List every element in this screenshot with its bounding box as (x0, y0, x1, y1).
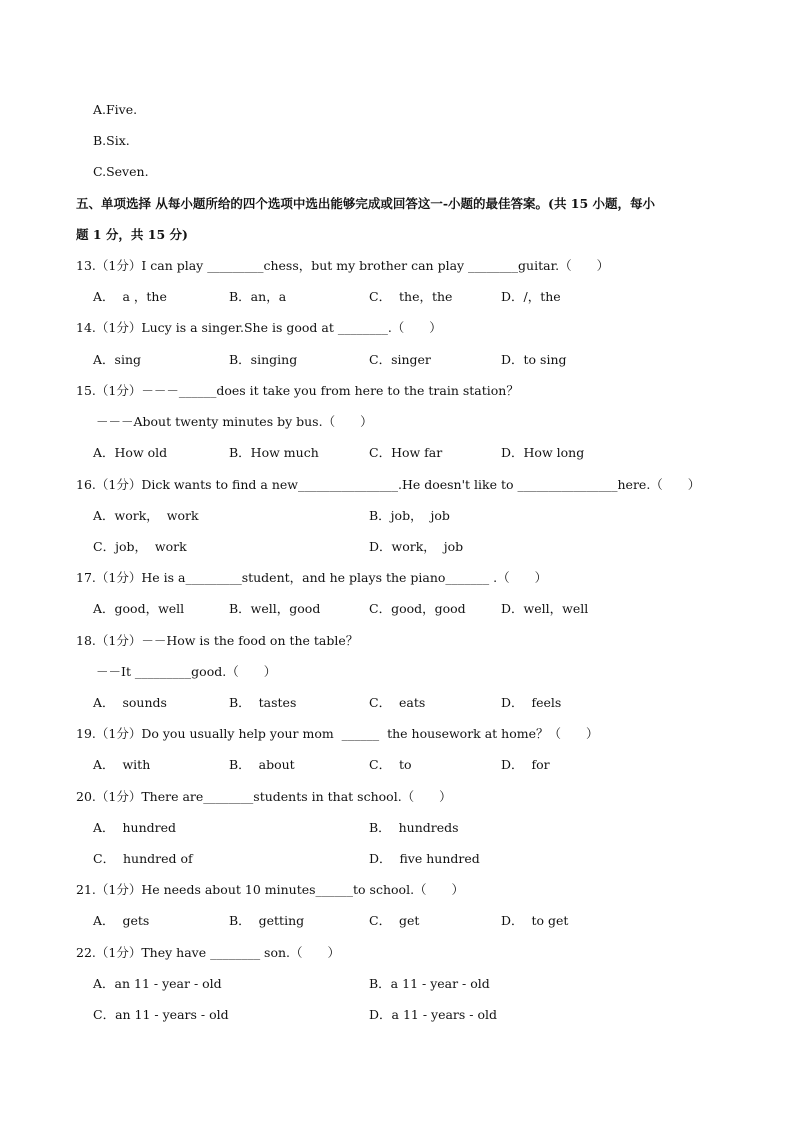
question-15-stem: 15.（1分）－－－______does it take you from here to the train station？ (76, 383, 519, 398)
prev-option-c: C.Seven. (93, 164, 149, 179)
q18-option-d: D． feels (501, 695, 562, 710)
q15-option-d: D．How long (501, 445, 585, 460)
question-18-stem: 18.（1分）－－How is the food on the table？ (76, 633, 359, 648)
q21-option-c: C． get (369, 913, 420, 928)
prev-option-b: B.Six. (93, 133, 130, 148)
q13-option-d: D．/，the (501, 289, 561, 304)
q22-option-a: A．an 11 - year - old (93, 976, 222, 991)
question-22-stem: 22.（1分）They have ________ son.（ ） (76, 945, 341, 960)
q13-option-c: C． the，the (369, 289, 453, 304)
question-13-stem: 13.（1分）I can play _________chess，but my brother can play ________guitar.（ ） (76, 258, 610, 273)
q13-option-a: A． a ，the (93, 289, 167, 304)
question-14-stem: 14.（1分）Lucy is a singer.She is good at ________.（ ） (76, 320, 442, 335)
q21-option-b: B． getting (229, 913, 305, 928)
question-20-stem: 20.（1分）There are________students in that school.（ ） (76, 789, 452, 804)
q15-option-c: C．How far (369, 445, 443, 460)
q14-option-b: B．singing (229, 352, 298, 367)
q14-option-a: A．sing (93, 352, 141, 367)
question-15-stem-line2: －－－About twenty minutes by bus.（ ） (96, 414, 373, 429)
question-21-stem: 21.（1分）He needs about 10 minutes______to school.（ ） (76, 882, 465, 897)
q20-option-d: D． five hundred (369, 851, 480, 866)
question-17-stem: 17.（1分）He is a_________student，and he plays the piano_______ .（ ） (76, 570, 548, 585)
q20-option-c: C． hundred of (93, 851, 193, 866)
section-heading-line1: 五、单项选择 从每小题所给的四个选项中选出能够完成或回答这一-小题的最佳答案。(共 15 小题，每小 (76, 196, 656, 211)
q21-option-a: A． gets (93, 913, 150, 928)
q16-option-c: C．job， work (93, 539, 187, 554)
question-18-stem-line2: －－It _________good.（ ） (96, 664, 277, 679)
q18-option-a: A． sounds (93, 695, 167, 710)
q19-option-d: D． for (501, 757, 550, 772)
q17-option-b: B．well，good (229, 601, 321, 616)
q20-option-a: A． hundred (93, 820, 177, 835)
prev-option-a: A.Five. (93, 102, 138, 117)
q14-option-c: C．singer (369, 352, 431, 367)
q14-option-d: D．to sing (501, 352, 567, 367)
q13-option-b: B．an，a (229, 289, 287, 304)
q17-option-a: A．good，well (93, 601, 185, 616)
q17-option-d: D．well，well (501, 601, 589, 616)
section-heading-line2: 题 1 分，共 15 分) (76, 227, 188, 242)
q21-option-d: D． to get (501, 913, 569, 928)
q22-option-d: D．a 11 - years - old (369, 1007, 498, 1022)
q22-option-c: C．an 11 - years - old (93, 1007, 229, 1022)
q18-option-c: C． eats (369, 695, 426, 710)
q15-option-a: A．How old (93, 445, 168, 460)
q19-option-c: C． to (369, 757, 412, 772)
question-19-stem: 19.（1分）Do you usually help your mom ______ the housework at home？（ ） (76, 726, 599, 741)
q17-option-c: C．good，good (369, 601, 466, 616)
q19-option-a: A． with (93, 757, 151, 772)
q19-option-b: B． about (229, 757, 295, 772)
question-16-stem: 16.（1分）Dick wants to find a new________________.He doesn't like to ________________here.（ ） (76, 477, 701, 492)
q15-option-b: B．How much (229, 445, 319, 460)
q20-option-b: B． hundreds (369, 820, 459, 835)
q16-option-b: B．job， job (369, 508, 450, 523)
q16-option-d: D．work， job (369, 539, 464, 554)
q16-option-a: A．work， work (93, 508, 199, 523)
q18-option-b: B． tastes (229, 695, 297, 710)
q22-option-b: B．a 11 - year - old (369, 976, 490, 991)
